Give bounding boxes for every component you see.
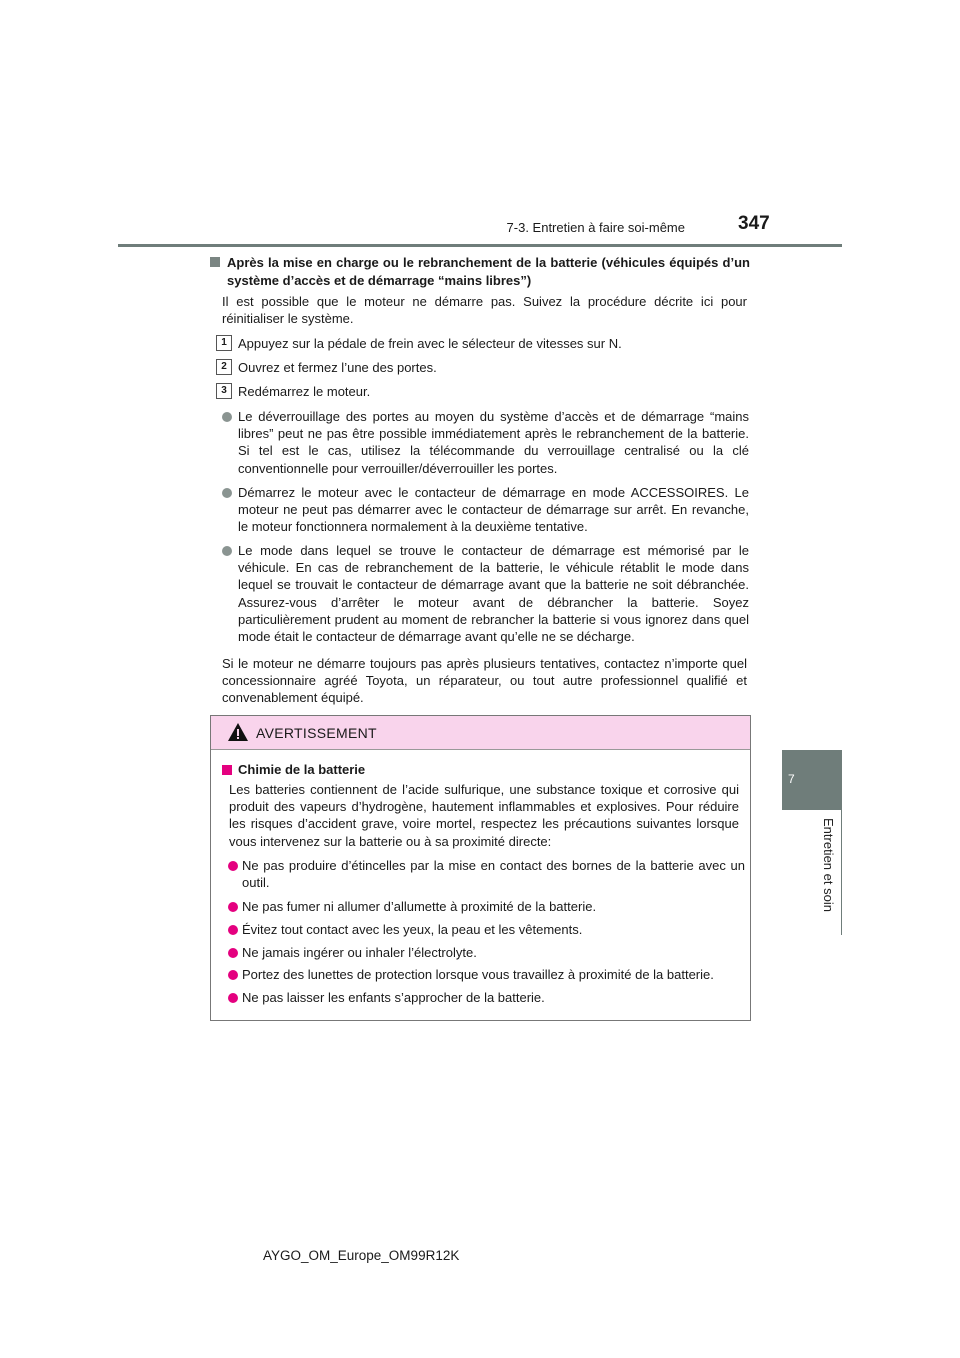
step-number: 3 xyxy=(216,383,232,399)
warning-heading-text: Chimie de la batterie xyxy=(238,762,366,777)
step-text: Appuyez sur la pédale de frein avec le sélecteur de vitesses sur N. xyxy=(238,336,622,351)
warning-list-text: Ne pas laisser les enfants s’approcher de la batterie. xyxy=(242,990,545,1005)
warning-list-text: Portez des lunettes de protection lorsque vous travaillez à proximité de la batterie. xyxy=(242,967,714,982)
chapter-label: Entretien et soin xyxy=(821,818,836,912)
bullet-dot-icon xyxy=(228,948,238,958)
list-item xyxy=(222,408,749,477)
intro-paragraph: Il est possible que le moteur ne démarre pas. Suivez la procédure décrite ici pour réinitialiser le système. xyxy=(222,294,747,327)
step-item xyxy=(216,360,746,375)
section-heading-text: Après la mise en charge ou le rebranchement de la batterie (véhicules équipés d’un système d’accès et de démarrage “mains libres”) xyxy=(227,255,750,288)
warning-list-text: Ne pas produire d’étincelles par la mise en contact des bornes de la batterie avec un outil. xyxy=(242,858,745,891)
bullet-dot-icon xyxy=(228,902,238,912)
step-number: 2 xyxy=(216,359,232,375)
bullet-dot-icon xyxy=(228,970,238,980)
document-code: AYGO_OM_Europe_OM99R12K xyxy=(263,1248,460,1263)
warning-list-item xyxy=(222,921,745,938)
warning-heading xyxy=(222,762,365,777)
page-number: 347 xyxy=(738,213,770,234)
chapter-tab-rule xyxy=(841,810,842,935)
list-item-text: Le déverrouillage des portes au moyen du système d’accès et de démarrage “mains libres” peut ne pas être possible immédiatement après le rebranchement de la batterie. Si tel est le cas, utilisez la télécommande du verrouillage centralisé ou la clé conventionnelle pour verrouiller/déverrouiller les portes. xyxy=(238,409,749,476)
warning-list-item xyxy=(222,989,745,1006)
warning-title: AVERTISSEMENT xyxy=(256,725,377,741)
list-item xyxy=(222,542,749,645)
section-heading xyxy=(210,254,750,289)
bullet-dot-icon xyxy=(222,412,232,422)
bullet-dot-icon xyxy=(228,861,238,871)
square-bullet-icon xyxy=(210,257,220,267)
list-item-text: Démarrez le moteur avec le contacteur de démarrage en mode ACCESSOIRES. Le moteur ne peut pas démarrer avec le contacteur de démarrage sur arrêt. En revanche, le moteur fonctionnera normalement à la deuxième tentative. xyxy=(238,485,749,535)
warning-list-item xyxy=(222,966,745,983)
warning-list-text: Ne jamais ingérer ou inhaler l’électrolyte. xyxy=(242,945,477,960)
warning-list-text: Évitez tout contact avec les yeux, la peau et les vêtements. xyxy=(242,922,583,937)
warning-intro: Les batteries contiennent de l’acide sulfurique, une substance toxique et corrosive qui produit des vapeurs d’hydrogène, hautement inflammables et explosives. Pour réduire les risques d’accident grave, voire mortel, respectez les précautions suivantes lorsque vous intervenez sur la batterie ou à sa proximité directe: xyxy=(229,782,739,849)
warning-list-item xyxy=(222,898,745,915)
bullet-dot-icon xyxy=(228,993,238,1003)
header-rule xyxy=(118,244,842,247)
warning-triangle-icon xyxy=(227,722,249,742)
list-item xyxy=(222,484,749,536)
chapter-tab xyxy=(782,750,842,810)
list-item-text: Le mode dans lequel se trouve le contacteur de démarrage est mémorisé par le véhicule. En cas de rebranchement de la batterie, le véhicule rétablit le mode dans lequel se trouvait le contacteur de démarrage avant que la batterie ne soit débranchée. Assurez-vous d’arrêter le moteur avant de débrancher la batterie. Soyez particulièrement prudent au moment de rebrancher la batterie si vous ignorez dans quel mode était le contacteur de démarrage avant qu’elle ne se décharge. xyxy=(238,543,749,645)
closing-paragraph: Si le moteur ne démarre toujours pas après plusieurs tentatives, contactez n’importe quel concessionnaire agréé Toyota, un réparateur, ou tout autre professionnel qualifié et convenablement équipé. xyxy=(222,656,747,706)
bullet-dot-icon xyxy=(222,546,232,556)
warning-list-item xyxy=(222,944,745,961)
warning-header xyxy=(211,716,750,750)
warning-list-item xyxy=(222,857,745,891)
step-number: 1 xyxy=(216,335,232,351)
warning-list-text: Ne pas fumer ni allumer d’allumette à proximité de la batterie. xyxy=(242,899,597,914)
bullet-dot-icon xyxy=(222,488,232,498)
chapter-number: 7 xyxy=(788,772,795,786)
step-item xyxy=(216,384,746,399)
step-text: Redémarrez le moteur. xyxy=(238,384,371,399)
chapter-label-tab xyxy=(782,810,842,935)
step-item xyxy=(216,336,746,351)
square-bullet-icon xyxy=(222,765,232,775)
bullet-dot-icon xyxy=(228,925,238,935)
section-title: 7-3. Entretien à faire soi-même xyxy=(506,220,685,235)
step-text: Ouvrez et fermez l’une des portes. xyxy=(238,360,437,375)
